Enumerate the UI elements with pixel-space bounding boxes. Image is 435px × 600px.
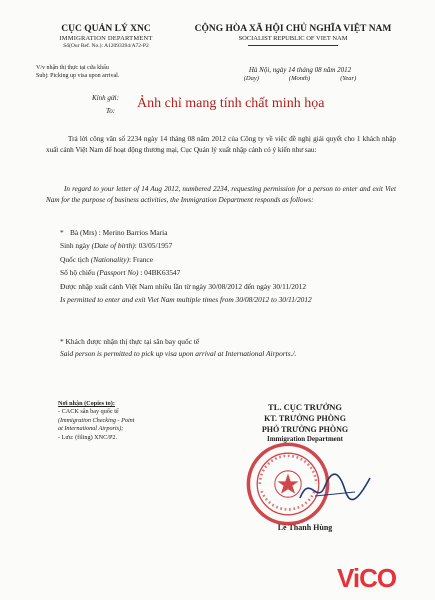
salutation-vn: Kính gửi: — [92, 94, 119, 102]
vico-logo — [337, 558, 396, 598]
permit-row-en: Is permitted to enter and exit Viet Nam multiple times from 30/08/2012 to 30/11/2012 — [60, 295, 312, 305]
nat-label-en: (Nationality) — [90, 254, 129, 264]
header-underline — [248, 45, 338, 46]
permit-row-vn: Được nhập xuất cảnh Việt Nam nhiều lần từ ngày 30/08/2012 đến ngày 30/11/2012 — [60, 281, 307, 291]
pickup-note-en: Said person is permitted to pick up visa upon arrival at International Airports./. — [60, 349, 297, 358]
copies-line-4: - Lưu: (filing) XNC/P2. — [58, 433, 118, 441]
date-line: Hà Nội, ngày 14 tháng 08 năm 2012 — [248, 66, 352, 74]
copies-to-title: Nơi nhận (Copies to): — [58, 400, 115, 407]
republic-title-vn: CỘNG HÒA XÃ HỘI CHỦ NGHĨA VIỆT NAM — [194, 24, 392, 34]
pickup-note — [60, 336, 400, 360]
copies-to — [58, 400, 188, 442]
dob-label-vn: Sinh ngày — [60, 241, 92, 251]
sign-title-4: Immigration Department — [266, 435, 343, 443]
sign-title-1: TL. CỤC TRƯỞNG — [268, 402, 342, 412]
copies-line-1: - CACK sân bay quốc tế — [58, 408, 119, 416]
handwritten-signature-icon — [295, 468, 375, 508]
name-label: Bà (Mrs) : — [70, 228, 103, 237]
signer-name: Lê Thanh Hùng — [277, 523, 333, 532]
nat-label-vn: Quốc tịch — [60, 254, 91, 264]
pickup-note-vn: * Khách được nhận thị thực tại sân bay quốc tế — [60, 337, 200, 346]
nationality-row — [60, 253, 400, 266]
body-paragraph-vn: Trả lời công văn số 2234 ngày 14 tháng 08 năm 2012 của Công ty về việc đề nghị giải quyết cho 1 khách nhập xuất cảnh Việt Nam để hoạt động thương mại, Cục Quản lý xuất nhập cảnh có ý kiến như sau: — [46, 135, 396, 154]
sign-title-2: KT. TRƯỞNG PHÒNG — [264, 414, 346, 423]
subject-vn: V/v nhận thị thực tại cửa khẩu — [36, 65, 109, 71]
date-month-label: (Month) — [288, 75, 311, 82]
name-row — [60, 226, 400, 239]
republic-title-en: SOCIALIST REPUBLIC OF VIET NAM — [238, 35, 348, 42]
header-right — [178, 24, 408, 46]
nat-value: : France — [128, 254, 153, 264]
pass-label-vn: Số hộ chiếu — [60, 268, 97, 278]
copies-line-2: (Immigration Checking - Point — [58, 416, 135, 424]
date-year-label: (Year) — [340, 75, 357, 82]
issuing-dept-en: IMMIGRATION DEPARTMENT — [59, 35, 153, 42]
copies-line-3: at International Airports); — [58, 425, 124, 433]
reference-number: Số(Our Ref. No.): A12093394/A72-P2 — [63, 43, 149, 49]
passport-row — [60, 266, 400, 279]
dob-value: : 03/05/1957 — [134, 241, 173, 251]
dob-row — [60, 239, 400, 252]
pass-label-en: (Passport No) — [96, 268, 139, 278]
vico-logo-text: ViCO — [337, 562, 397, 593]
pass-value: : 04BK63547 — [138, 268, 181, 278]
subject-en: Subj: Picking up visa upon arrival. — [36, 73, 120, 79]
person-name: Merino Barrios Maria — [102, 228, 168, 237]
subject — [36, 64, 166, 80]
salutation-en: To: — [106, 107, 116, 115]
person-details — [60, 226, 400, 306]
recipient-name: Ảnh chỉ mang tính chất minh họa — [137, 96, 325, 111]
issue-date — [200, 66, 400, 82]
issuing-org: CỤC QUẢN LÝ XNC — [61, 24, 151, 34]
bullet-star: * — [60, 228, 64, 237]
sign-title-3: PHÓ TRƯỞNG PHÒNG — [261, 425, 349, 434]
date-day-label: (Day) — [243, 75, 259, 82]
header-left — [36, 24, 176, 49]
dob-label-en: (Date of birth) — [91, 241, 135, 251]
body-paragraph-en: In regard to your letter of 14 Aug 2012, numbered 2234, requesting permission for a person to enter and exit Viet Nam for the purpose of business activities, the Immigration Department responds as follows: — [46, 185, 396, 204]
date-legend — [200, 75, 400, 82]
